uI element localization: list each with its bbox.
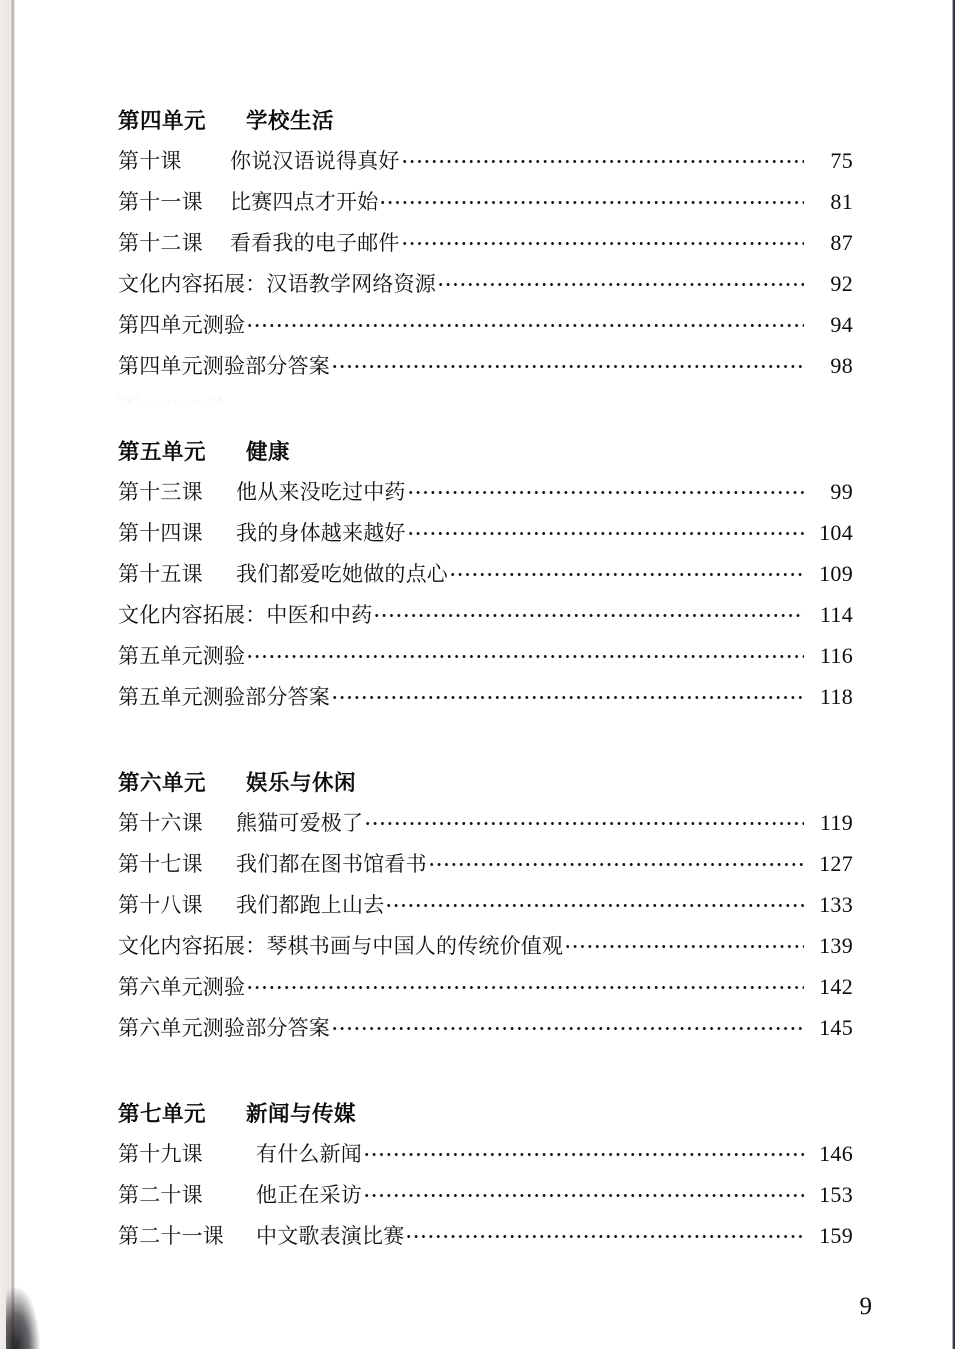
- dot-leader: [379, 188, 804, 209]
- unit-label: 第六单元: [118, 771, 207, 796]
- toc-entry[interactable]: [118, 1179, 853, 1220]
- dot-leader: [246, 973, 804, 994]
- lesson-label: 第十八课: [118, 893, 203, 917]
- toc-entry[interactable]: [118, 476, 853, 517]
- toc-entry[interactable]: [118, 517, 853, 558]
- entry-page-number: 99: [830, 479, 853, 504]
- toc-entry[interactable]: [118, 268, 853, 309]
- dot-leader: [331, 1014, 804, 1035]
- page-edge-line-left: [11, 0, 15, 1349]
- dot-leader: [331, 352, 804, 373]
- entry-page-number: 159: [819, 1223, 853, 1248]
- page-number: 9: [859, 1293, 872, 1320]
- toc-entry[interactable]: [118, 309, 853, 350]
- dot-leader: [363, 1140, 804, 1161]
- toc-entry[interactable]: [118, 848, 853, 889]
- entry-title: 比赛四点才开始: [230, 190, 379, 214]
- toc-entry[interactable]: [118, 186, 853, 227]
- entry-title: 文化内容拓展：中医和中药: [118, 603, 373, 627]
- entry-page-number: 81: [830, 189, 853, 214]
- unit-block: [118, 766, 853, 1053]
- dot-leader: [564, 932, 804, 953]
- unit-heading: [118, 1097, 853, 1138]
- toc-entry[interactable]: [118, 930, 853, 971]
- lesson-label: 第十四课: [118, 521, 203, 545]
- dot-leader: [407, 478, 804, 499]
- entry-title: 他从来没吃过中药: [236, 480, 406, 504]
- toc-entry[interactable]: [118, 681, 853, 722]
- lesson-label: 第十一课: [118, 190, 203, 214]
- entry-title: 我们都跑上山去: [236, 893, 385, 917]
- lesson-label: 第十三课: [118, 480, 203, 504]
- dot-leader: [401, 147, 804, 168]
- toc-entry[interactable]: [118, 807, 853, 848]
- entry-page-number: 114: [819, 602, 853, 627]
- entry-page-number: 139: [819, 933, 853, 958]
- lesson-label: 第十二课: [118, 231, 203, 255]
- entry-title: 第五单元测验部分答案: [118, 685, 330, 709]
- unit-label: 第四单元: [118, 109, 207, 134]
- entry-page-number: 92: [830, 271, 853, 296]
- bleed-through-artifact: ᵛᵞᵎ ᐧᐧᐧᐧᐧᐧᐧᐧᐧ ᵎᵌ: [118, 392, 225, 412]
- entry-title: 文化内容拓展：汉语教学网络资源: [118, 272, 436, 296]
- entry-page-number: 109: [819, 561, 853, 586]
- toc-entry[interactable]: [118, 350, 853, 391]
- dot-leader: [385, 891, 804, 912]
- entry-page-number: 146: [819, 1141, 853, 1166]
- dot-leader: [428, 850, 804, 871]
- dot-leader: [246, 642, 804, 663]
- lesson-label: 第二十一课: [118, 1224, 224, 1248]
- entry-page-number: 104: [819, 520, 853, 545]
- dot-leader: [363, 1181, 804, 1202]
- lesson-label: 第十九课: [118, 1142, 203, 1166]
- toc-entry[interactable]: [118, 1138, 853, 1179]
- entry-page-number: 153: [819, 1182, 853, 1207]
- entry-title: 第五单元测验: [118, 644, 246, 668]
- entry-page-number: 133: [819, 892, 853, 917]
- entry-title: 他正在采访: [256, 1183, 362, 1207]
- unit-heading: [118, 104, 853, 145]
- dot-leader: [405, 1222, 804, 1243]
- page-edge-line-right: [952, 0, 955, 1349]
- entry-title: 中文歌表演比赛: [256, 1224, 405, 1248]
- toc-entry[interactable]: [118, 599, 853, 640]
- dot-leader: [373, 601, 804, 622]
- entry-title: 第六单元测验: [118, 975, 246, 999]
- entry-title: 有什么新闻: [256, 1142, 362, 1166]
- page-edge-blot: [6, 1287, 40, 1349]
- toc-entry[interactable]: [118, 227, 853, 268]
- entry-page-number: 87: [830, 230, 853, 255]
- unit-spacer: [118, 391, 853, 435]
- unit-label: 第五单元: [118, 440, 207, 465]
- entry-title: 我的身体越来越好: [236, 521, 406, 545]
- lesson-label: 第十五课: [118, 562, 203, 586]
- unit-title: 新闻与传媒: [246, 1102, 357, 1127]
- dot-leader: [401, 229, 804, 250]
- table-of-contents: [118, 104, 853, 1261]
- unit-block: [118, 435, 853, 722]
- entry-title: 看看我的电子邮件: [230, 231, 400, 255]
- entry-page-number: 127: [819, 851, 853, 876]
- dot-leader: [246, 311, 804, 332]
- dot-leader: [449, 560, 804, 581]
- lesson-label: 第二十课: [118, 1183, 203, 1207]
- unit-heading: [118, 766, 853, 807]
- unit-block: [118, 104, 853, 391]
- unit-title: 学校生活: [246, 109, 335, 134]
- unit-block: [118, 1097, 853, 1261]
- entry-title: 你说汉语说得真好: [230, 149, 400, 173]
- entry-page-number: 116: [819, 643, 853, 668]
- dot-leader: [437, 270, 804, 291]
- entry-title: 文化内容拓展：琴棋书画与中国人的传统价值观: [118, 934, 564, 958]
- entry-page-number: 118: [819, 684, 853, 709]
- unit-title: 健康: [246, 440, 291, 465]
- entry-title: 第六单元测验部分答案: [118, 1016, 330, 1040]
- lesson-label: 第十课: [118, 149, 182, 173]
- entry-title: 第四单元测验部分答案: [118, 354, 330, 378]
- toc-entry[interactable]: [118, 889, 853, 930]
- toc-entry[interactable]: [118, 558, 853, 599]
- entry-page-number: 119: [819, 810, 853, 835]
- entry-title: 我们都爱吃她做的点心: [236, 562, 448, 586]
- unit-title: 娱乐与休闲: [246, 771, 357, 796]
- unit-spacer: [118, 722, 853, 766]
- entry-page-number: 145: [819, 1015, 853, 1040]
- unit-heading: [118, 435, 853, 476]
- toc-entry[interactable]: [118, 640, 853, 681]
- entry-title: 熊猫可爱极了: [236, 811, 364, 835]
- toc-entry[interactable]: [118, 1012, 853, 1053]
- entry-page-number: 98: [830, 353, 853, 378]
- unit-spacer: [118, 1053, 853, 1097]
- entry-title: 第四单元测验: [118, 313, 246, 337]
- entry-page-number: 75: [830, 148, 853, 173]
- entry-page-number: 94: [830, 312, 853, 337]
- entry-title: 我们都在图书馆看书: [236, 852, 427, 876]
- toc-entry[interactable]: [118, 145, 853, 186]
- lesson-label: 第十六课: [118, 811, 203, 835]
- toc-entry[interactable]: [118, 971, 853, 1012]
- entry-page-number: 142: [819, 974, 853, 999]
- dot-leader: [331, 683, 804, 704]
- dot-leader: [364, 809, 804, 830]
- toc-entry[interactable]: [118, 1220, 853, 1261]
- lesson-label: 第十七课: [118, 852, 203, 876]
- dot-leader: [407, 519, 804, 540]
- unit-label: 第七单元: [118, 1102, 207, 1127]
